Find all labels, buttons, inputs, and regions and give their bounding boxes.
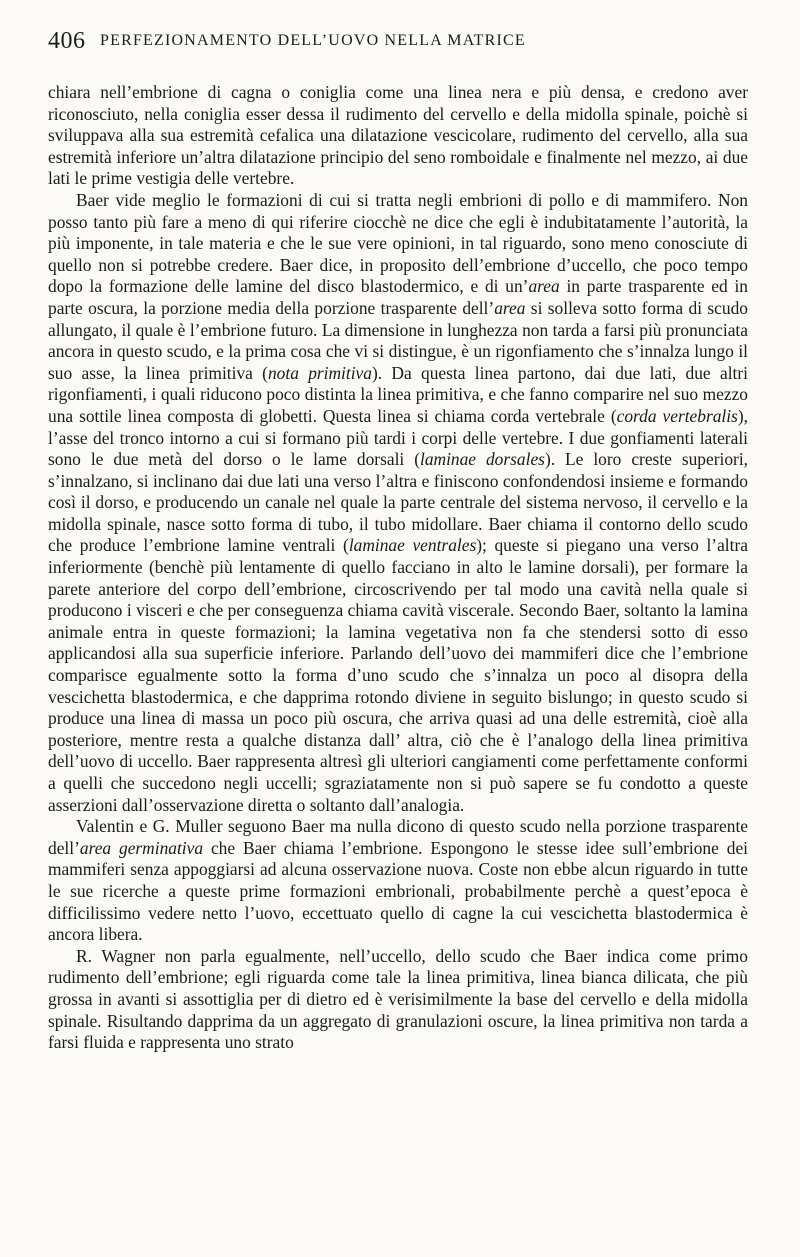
term-nota-primitiva: nota primitiva: [267, 362, 372, 383]
running-title: PERFEZIONAMENTO DELL’UOVO NELLA MATRICE: [100, 32, 526, 49]
page-header: [48, 28, 748, 68]
paragraph: [48, 946, 748, 1054]
paragraph: [48, 82, 748, 190]
text-run: ); queste si piegano una verso l’altra inferiormente (benchè più lentamente di quello facciano in alto le lamine dorsali), per formare la parete anteriore del corpo dell’embrione, circoscrivendo per tal modo una cavità nella quale si producono i visceri e che per conseguenza chiama cavità viscerale. Secondo Baer, soltanto la lamina animale entra in queste formazioni; la lamina vegetativa non fa che stendersi sotto di esso applicandosi alla sua superficie inferiore. Parlando dell’uovo dei mammiferi dice che l’embrione comparisce egualmente sotto la forma d’uno scudo che s’innalza un poco al disopra della vescichetta blastodermica, e che dapprima rotondo diviene in seguito bislungo; in questo scudo si produce una linea di massa un poco più oscura, che arriva quasi ad una delle estremità, cioè alla posteriore, mentre resta a qualche distanza dall’ altra, ciò che è l’analogo della linea primitiva dell’uovo di uccello. Baer rappresenta altresì gli ulteriori cangiamenti come perfettamente conformi a quelli che succedono negli uccelli; sgraziatamente non si può sapere se fu condotto a queste asserzioni dall’osservazione diretta o soltanto dall’analogia.: [48, 535, 748, 815]
text-run: che Baer chiama l’embrione. Espongono le stesse idee sull’embrione dei mammiferi senza appoggiarsi ad alcuna osservazione nuova. Coste non ebbe alcun riguardo in tutte le sue ricerche a queste prime formazioni embrionali, probabilmente perchè a quest’epoca è difficilissimo vedere netto l’uovo, eccettuato quello di cagne la cui vescichetta blastodermica è ancora libera.: [48, 837, 748, 945]
term-area: area: [528, 276, 560, 297]
text-run: ). Le loro creste superiori, s’innalzano, si inclinano dai due lati una verso l’altra e finiscono confondendosi insieme e formando così il dorso, e producendo un canale nel quale la parte centrale del sistema nervoso, il cervello e la midolla spinale, nasce sotto forma di tubo, il tubo midollare. Baer chiama il contorno dello scudo che produce l’embrione lamine ventrali (: [48, 449, 748, 556]
page-number: 406: [48, 28, 86, 54]
term-area-germinativa: area germinativa: [79, 837, 204, 858]
text-body: [48, 82, 748, 1054]
text-run: ), l’asse del tronco intorno a cui si formano più tardi i corpi delle vertebre. I due gonfiamenti laterali sono le due metà del dorso o le lame dorsali (: [48, 405, 748, 470]
paragraph: [48, 190, 748, 816]
term-area: area: [494, 297, 526, 318]
text-run: si solleva sotto forma di scudo allungato, il quale è l’embrione futuro. La dimensione in lunghezza non tarda a farsi più pronunciata ancora in questo scudo, e la prima cosa che vi si distingue, è un rigonfiamento che s’innalza lungo il suo asse, la linea primitiva (: [48, 297, 748, 383]
text-run: R. Wagner non parla egualmente, nell’uccello, dello scudo che Baer indica come primo rudimento dell’embrione; egli riguarda come tale la linea primitiva, linea bianca dilicata, che più grossa in avanti si assottiglia per di dietro ed è verisimilmente la base del cervello e della midolla spinale. Risultando dapprima da un aggregato di granulazioni oscure, la linea primitiva non tarda a farsi fluida e rappresenta uno strato: [48, 945, 748, 1053]
term-laminae-ventrales: laminae ventrales: [348, 535, 477, 556]
text-run: Valentin e G. Muller seguono Baer ma nulla dicono di questo scudo nella porzione trasparente dell’: [48, 816, 748, 858]
text-run: in parte trasparente ed in parte oscura, la porzione media della porzione trasparente dell’: [48, 276, 748, 318]
text-run: chiara nell’embrione di cagna o coniglia come una linea nera e più densa, e credono aver riconosciuto, nella coniglia esser dessa il rudimento del cervello e della midolla spinale, poichè si sviluppava alla sua estremità cefalica una dilatazione vescicolare, rudimento del cervello, alla sua estremità inferiore un’altra dilatazione principio del seno romboidale e finalmente nel mezzo, ai due lati le prime vestigia delle vertebre.: [48, 82, 748, 189]
term-corda-vertebralis: corda vertebralis: [616, 405, 738, 426]
text-run: Baer vide meglio le formazioni di cui si tratta negli embrioni di pollo e di mammifero. Non posso tanto più fare a meno di qui riferire ciocchè ne dice che egli è indubitatamente l’autorità, la più imponente, in tale materia e che le sue vere opinioni, in tal riguardo, sono meno conosciute di quello non si potrebbe credere. Baer dice, in proposito dell’embrione d’uccello, che poco tempo dopo la formazione delle lamine del disco blastodermico, e di un’: [48, 189, 748, 297]
term-laminae-dorsales: laminae dorsales: [420, 449, 545, 470]
text-run: ). Da questa linea partono, dai due lati, due altri rigonfiamenti, i quali riducono poco distinta la linea primitiva, e che fanno comparire nel suo mezzo una sottile linea composta di globetti. Questa linea si chiama corda vertebrale (: [48, 362, 748, 426]
paragraph: [48, 816, 748, 946]
